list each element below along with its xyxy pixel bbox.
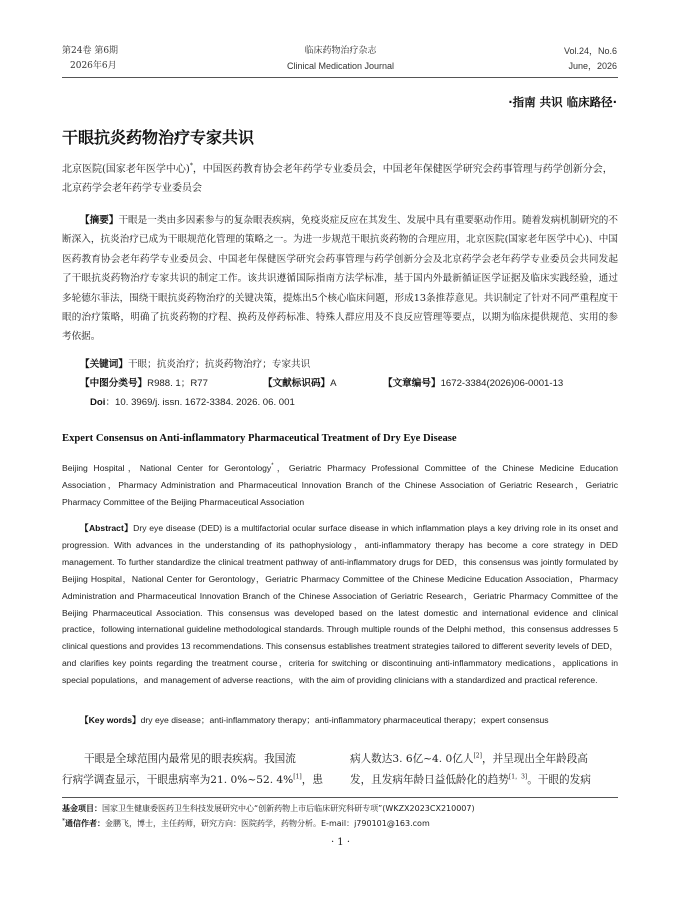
- date-en: June，2026: [568, 61, 617, 71]
- keywords-cn: [80, 355, 310, 374]
- authors-cn-rest: ，中国医药教育协会老年药学专业委员会，中国老年保健医学研究会药事管理与药学创新分会，北京药学会老年药学专业委员会: [62, 164, 613, 194]
- star-mark: *: [189, 162, 193, 170]
- doi-block: [90, 393, 295, 412]
- body-right-line-2: 发，且发病年龄日益低龄化的趋势[1，3]。干眼的发病: [350, 773, 591, 786]
- fund-text: 国家卫生健康委医药卫生科技发展研究中心“创新药物上市后临床研究科研专项”(WKZX2023CX210007): [102, 804, 475, 813]
- abstract-cn-label: 【摘要】: [80, 215, 119, 226]
- keywords-en-label: 【Key words】: [80, 715, 141, 725]
- issue-date: 2026年6月: [70, 61, 117, 71]
- article-number-block: [383, 374, 563, 393]
- header-rule: [62, 77, 618, 78]
- abstract-cn: [62, 211, 618, 347]
- volume-no-en: Vol.24，No.6: [563, 46, 617, 56]
- body-right-line-1: 病人数达3. 6亿~4. 0亿人[2]，并呈现出全年龄段高: [350, 752, 588, 765]
- doi-label: Doi: [90, 397, 106, 408]
- corr-label: 通信作者：: [65, 819, 105, 828]
- authors-en-rest: ，Geriatric Pharmacy Professional Committee of the Chinese Medicine Education Association，Pharmacy Administration and Pharmaceutical Innovation Branch of the Chinese Association of Geriatric Research，Geriatric Pharmacy Committee of the Beijing Pharmaceutical Association: [62, 463, 618, 507]
- doi-value: ：10. 3969/j. issn. 1672-3384. 2026. 06. 001: [105, 397, 295, 408]
- keywords-cn-text: 干眼；抗炎治疗；抗炎药物治疗；专家共识: [127, 359, 311, 370]
- ref-1-3: [1，3]: [508, 773, 528, 781]
- corr-text: 金鹏飞，博士，主任药师，研究方向：医院药学，药物分析。E-mail：j790101@163.com: [105, 819, 430, 828]
- journal-name-en: Clinical Medication Journal: [286, 61, 395, 71]
- article-number-label: 【文章编号】: [383, 378, 441, 389]
- authors-en-primary: Beijing Hospital，National Center for Gerontology: [62, 463, 272, 473]
- header-right: [564, 44, 617, 74]
- corr-star: *: [62, 817, 65, 825]
- abstract-en: [62, 520, 618, 689]
- clc-block: [80, 374, 208, 393]
- footnote-corresponding: [62, 816, 618, 831]
- footnote-funding: [62, 801, 618, 816]
- authors-cn: [62, 160, 618, 198]
- ref-2: [2]: [473, 752, 482, 760]
- doc-code-label: 【文献标识码】: [263, 378, 331, 389]
- article-number-value: 1672-3384(2026)06-0001-13: [440, 378, 564, 389]
- body-left-line-2: 行病学调查显示，干眼患病率为21. 0%~52. 4%[1]，患: [62, 773, 323, 786]
- footnote-rule: [62, 797, 618, 798]
- section-tag: ·指南 共识 临床路径·: [508, 95, 617, 109]
- article-title: 干眼抗炎药物治疗专家共识: [62, 128, 255, 147]
- keywords-en-text: dry eye disease；anti-inflammatory therapy；anti-inflammatory pharmaceutical therapy；expert consensus: [140, 715, 549, 725]
- clc-value: R988. 1；R77: [147, 378, 208, 389]
- body-right-column: [350, 749, 618, 791]
- authors-cn-primary: 北京医院(国家老年医学中心): [62, 164, 190, 175]
- article-title-en: Expert Consensus on Anti-inflammatory Pharmaceutical Treatment of Dry Eye Disease: [62, 433, 457, 444]
- abstract-en-label: 【Abstract】: [80, 523, 134, 533]
- doc-code-value: A: [330, 378, 337, 389]
- clc-label: 【中图分类号】: [80, 378, 148, 389]
- page-number: · 1 ·: [330, 837, 351, 848]
- body-left-line-1: 干眼是全球范围内最常见的眼表疾病。我国流: [84, 753, 296, 765]
- journal-name-cn: 临床药物治疗杂志: [304, 46, 377, 56]
- keywords-cn-label: 【关键词】: [80, 359, 128, 370]
- body-left-column: [62, 749, 332, 791]
- abstract-cn-text: 干眼是一类由多因素参与的复杂眼表疾病，免疫炎症反应在其发生、发展中具有重要驱动作用。随着发病机制研究的不断深入，抗炎治疗已成为干眼规范化管理的策略之一。为进一步规范干眼抗炎药物的合理应用，北京医院(国家老年医学中心)、中国医药教育协会老年药学专业委员会、中国老年保健医学研究会药事管理与药学创新分会及北京药学会老年药学专业委员会共同发起了干眼抗炎药物治疗专家共识的制定工作。该共识遵循国际指南方法学标准，基于国内外最新循证医学证据及临床实践经验，通过多轮德尔菲法，围绕干眼抗炎药物治疗的关键决策，提炼出5个核心临床问题，形成13条推荐意见。共识制定了针对不同严重程度干眼的治疗策略，明确了抗炎药物的疗程、换药及停药标准、特殊人群应用及不良反应管理等要点，以期为临床提供规范、实用的参考依据。: [62, 215, 619, 343]
- abstract-en-text: Dry eye disease (DED) is a multifactorial ocular surface disease in which inflammation plays a key driving role in its onset and progression. With advances in the understanding of its pathophysiology，anti-inflammatory therapy has become a core strategy in DED management. To further standardize the clinical treatment pathway of anti-inflammatory drugs for DED，this consensus was jointly formulated by Beijing Hospital，National Center for Gerontology，Geriatric Pharmacy Committee of the Chinese Medicine Education Association，Pharmacy Administration and Pharmaceutical Innovation Branch of the Chinese Association of Geriatric Research，Geriatric Pharmacy Committee of the Beijing Pharmaceutical Association. This consensus was developed based on the latest domestic and international evidence and clinical practice，following international guideline methodological standards. Through multiple rounds of the Delphi method，this consensus addresses 5 clinical questions and provides 13 recommendations. This consensus establishes treatment strategies tailored to different severity levels of DED，and clarifies key points regarding the treatment course，criteria for switching or discontinuing anti-inflammatory medications，applications in special populations，and management of adverse reactions，with the aim of providing clinicians with a standardized and practical reference.: [62, 523, 618, 686]
- ref-1: [1]: [293, 773, 302, 781]
- fund-label: 基金项目：: [62, 804, 102, 813]
- star-mark-en: *: [271, 463, 274, 470]
- authors-en: [62, 460, 618, 511]
- keywords-en: [80, 712, 618, 728]
- doc-code-block: [263, 374, 337, 393]
- volume-issue: 第24卷 第6期: [62, 46, 119, 56]
